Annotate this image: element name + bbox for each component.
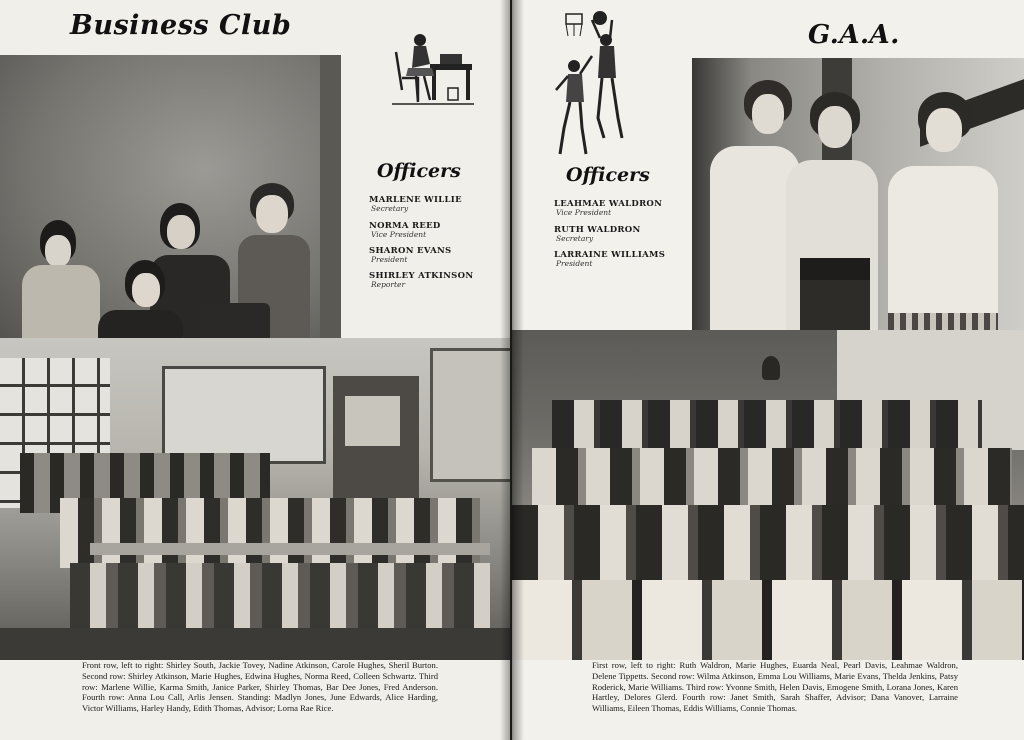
business-officer-1 — [369, 196, 462, 213]
officer-role: President — [556, 258, 593, 268]
officer-name: MARLENE WILLIE — [369, 195, 462, 205]
gaa-officer-3 — [554, 251, 665, 268]
business-club-group-photo — [0, 338, 510, 660]
officer-name: LARRAINE WILLIAMS — [554, 250, 666, 260]
gaa-group-photo — [512, 330, 1024, 660]
officer-name: SHIRLEY ATKINSON — [369, 271, 474, 281]
business-officer-2 — [369, 222, 441, 239]
officer-name: LEAHMAE WALDRON — [554, 199, 663, 209]
basketball-players-clipart-icon — [552, 8, 642, 162]
officer-name: RUTH WALDRON — [554, 225, 641, 235]
business-officers-photo — [0, 55, 341, 340]
left-page — [0, 0, 510, 740]
right-page — [512, 0, 1024, 740]
gaa-title: G.A.A. — [808, 20, 900, 50]
business-club-caption: Front row, left to right: Shirley South, Jackie Tovey, Nadine Atkinson, Carole Hughes, Sheril Burton. Second row: Shirley Atkinson, Marie Hughes, Edwina Hughes, Norma Reed, Colleen Schwartz. Third row: Marlene Willie, Karma Smith, Janice Parker, Shirley Thomas, Bar Dee Jones, Fred Anderson. Fourth row: Anna Lou Call, Arlis Jensen. Standing: Madlyn Jones, June Edwards, Alice Harding, Victor Williams, Harley Handy, Edith Thomas, Advisor; Lorna Rae Rice. — [82, 660, 438, 714]
gaa-caption: First row, left to right: Ruth Waldron, Marie Hughes, Euarda Neal, Pearl Davis, Leahmae Waldron, Delene Tippetts. Second row: Wilma Atkinson, Emma Lou Williams, Marie Evans, Thelda Jenkins, Patsy Roderick, Marie Williams. Third row: Yvonne Smith, Helen Davis, Emogene Smith, Lorana Jones, Karen Hartley, Delores Glerd. Fourth row: Janet Smith, Sarah Shaffer, Advisor; Dana Vanover, Larraine Williams, Eileen Thomas, Eddis Williams, Connie Thomas. — [592, 660, 958, 714]
business-officer-3 — [369, 247, 451, 264]
officer-name: NORMA REED — [369, 221, 441, 231]
gaa-officer-1 — [554, 200, 662, 217]
officer-role: Reporter — [371, 279, 406, 289]
officer-role: Secretary — [371, 203, 409, 213]
officer-role: Secretary — [556, 233, 594, 243]
gaa-officers-photo — [692, 58, 1024, 348]
business-club-title: Business Club — [70, 10, 292, 41]
gaa-officers-heading: Officers — [566, 164, 650, 186]
business-officer-4 — [369, 272, 473, 289]
officer-role: Vice President — [556, 207, 612, 217]
officer-name: SHARON EVANS — [369, 246, 452, 256]
officer-role: Vice President — [371, 229, 427, 239]
business-officers-heading: Officers — [377, 160, 461, 182]
book-gutter — [500, 0, 524, 740]
gaa-officer-2 — [554, 226, 641, 243]
typist-clipart-icon — [388, 30, 478, 114]
officer-role: President — [371, 254, 408, 264]
